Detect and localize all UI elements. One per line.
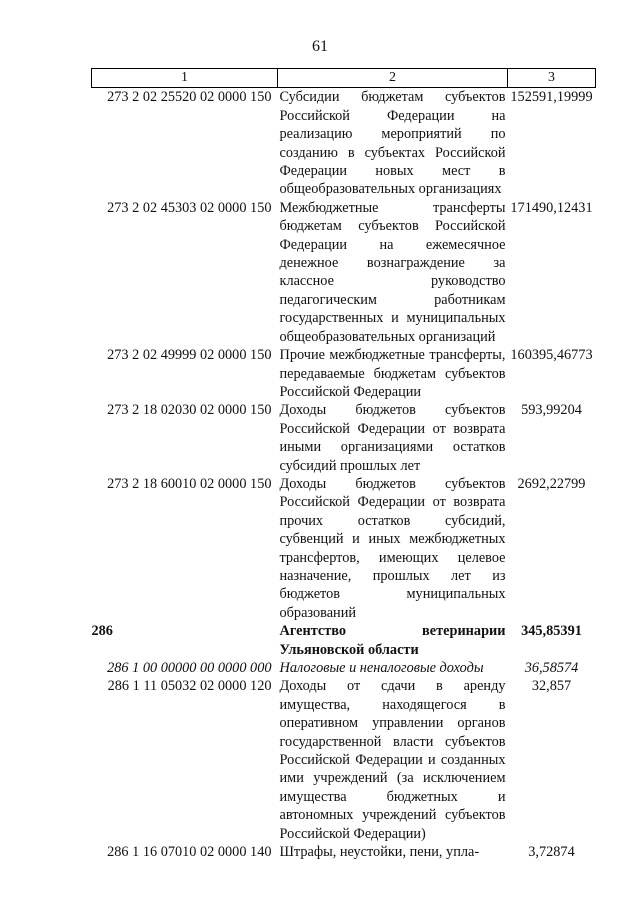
table-row	[92, 401, 596, 475]
column-header-1: 1	[92, 69, 278, 88]
row-name: Межбюджетные трансферты бюджетам субъектов Российской Федерации на ежемесячное денежное вознаграждение за классное руководство педагогическим работникам государственных и муниципальных общеобразовательных организаций	[279, 199, 506, 345]
table-row	[92, 346, 596, 401]
page-number: 61	[312, 38, 328, 55]
row-name: Прочие межбюджетные трансферты, передаваемые бюджетам субъектов Российской Федерации	[279, 347, 506, 400]
row-name: Доходы от сдачи в аренду имущества, находящегося в оперативном управлении органов государственной власти субъектов Российской Федерации и созданных ими учреждений (за исключением имущества бюджетных и автономных учреждений субъектов Российской Федерации)	[279, 678, 506, 842]
column-header-2: 2	[278, 69, 508, 88]
row-name: Доходы бюджетов субъектов Российской Федерации от возврата прочих остатков субсидий, субвенций и иных межбюджетных трансфертов, имеющих целевое назначение, прошлых лет из бюджетов муниципальных образований	[279, 475, 506, 621]
row-amount: 345,85391	[521, 623, 582, 640]
row-amount: 3,72874	[528, 844, 575, 861]
row-amount: 593,99204	[521, 402, 582, 419]
row-amount: 32,857	[531, 678, 572, 695]
row-amount: 160395,46773	[510, 347, 593, 364]
row-code: 273 2 02 49999 02 0000 150	[107, 347, 272, 364]
row-name: Налоговые и неналоговые доходы	[279, 660, 484, 676]
row-name: Субсидии бюджетам субъектов Российской Федерации на реализацию мероприятий по созданию в субъектах Российской Федерации новых мест в общеобразовательных организациях	[279, 89, 506, 198]
row-code: 286 1 00 00000 00 0000 000	[107, 660, 272, 676]
row-code: 286 1 16 07010 02 0000 140	[107, 844, 272, 861]
table-header-row	[92, 69, 596, 88]
row-name: Штрафы, неустойки, пени, упла-	[279, 844, 480, 861]
row-code: 286	[91, 623, 113, 640]
table-row-agency	[92, 622, 596, 659]
row-amount: 171490,12431	[510, 199, 593, 216]
table-row	[92, 199, 596, 346]
table-row	[92, 843, 596, 861]
row-name: Доходы бюджетов субъектов Российской Федерации от возврата иными организациями остатков субсидий прошлых лет	[279, 402, 506, 474]
column-header-3: 3	[508, 69, 596, 88]
row-code: 273 2 02 25520 02 0000 150	[107, 89, 272, 106]
row-amount: 36,58574	[524, 660, 579, 676]
revenue-table	[91, 68, 596, 861]
row-amount: 152591,19999	[510, 89, 593, 106]
row-name: Агентство ветеринарии Ульяновской области	[279, 623, 506, 658]
row-amount: 2692,22799	[517, 475, 586, 492]
table-row-subtotal	[92, 659, 596, 677]
table-row	[92, 475, 596, 622]
table-row	[92, 88, 596, 199]
row-code: 273 2 02 45303 02 0000 150	[107, 199, 272, 216]
row-code: 273 2 18 02030 02 0000 150	[107, 402, 272, 419]
row-code: 273 2 18 60010 02 0000 150	[107, 475, 272, 492]
row-code: 286 1 11 05032 02 0000 120	[107, 678, 272, 695]
table-row	[92, 677, 596, 843]
